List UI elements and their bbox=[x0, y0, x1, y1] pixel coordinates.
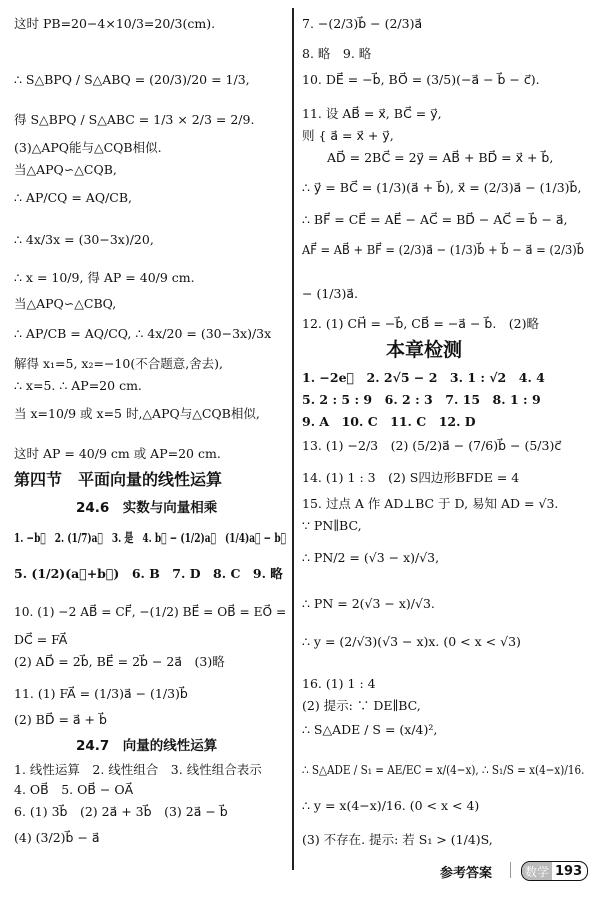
right-line: 7. −(2/3)b⃗ − (2/3)a⃗ bbox=[302, 16, 423, 31]
left-line: 当 x=10/9 或 x=5 时,△APQ与△CQB相似, bbox=[14, 406, 260, 421]
left-line: 24.6 实数与向量相乘 bbox=[76, 500, 218, 516]
right-line: (2) 提示: ∵ DE∥BC, bbox=[302, 698, 421, 713]
footer-label: 参考答案 bbox=[440, 866, 493, 881]
right-line: ∴ S△ADE / S = (x/4)², bbox=[302, 722, 438, 737]
left-line: 6. (1) 3b⃗ (2) 2a⃗ + 3b⃗ (3) 2a⃗ − b⃗ bbox=[14, 804, 228, 819]
left-line: ∴ 4x/3x = (30−3x)/20, bbox=[14, 232, 154, 247]
right-line: 本章检测 bbox=[386, 339, 463, 361]
right-line: ∴ BF⃗ = CE⃗ = AE⃗ − AC⃗ = BD⃗ − AC⃗ = b⃗ − a⃗, bbox=[302, 212, 568, 227]
right-line: 15. 过点 A 作 AD⊥BC 于 D, 易知 AD = √3. bbox=[302, 496, 559, 511]
right-line: (3) 不存在. 提示: 若 S₁ > (1/4)S, bbox=[302, 832, 493, 847]
left-line: 1. 线性运算 2. 线性组合 3. 线性组合表示 bbox=[14, 762, 262, 777]
left-line: 当△APQ∽△CQB, bbox=[14, 162, 117, 177]
right-line: 14. (1) 1 : 3 (2) S四边形BFDE = 4 bbox=[302, 470, 520, 485]
page-badge bbox=[521, 861, 588, 881]
left-line: 24.7 向量的线性运算 bbox=[76, 738, 218, 754]
left-line: ∴ S△BPQ / S△ABQ = (20/3)/20 = 1/3, bbox=[14, 72, 250, 87]
left-line: (2) AD⃗ = 2b⃗, BE⃗ = 2b⃗ − 2a⃗ (3)略 bbox=[14, 654, 225, 669]
left-line: DC⃗ = FA⃗ bbox=[14, 632, 68, 647]
page-number: 193 bbox=[555, 863, 583, 879]
right-line: 16. (1) 1 : 4 bbox=[302, 676, 376, 691]
right-line: 11. 设 AB⃗ = x⃗, BC⃗ = y⃗, bbox=[302, 106, 442, 121]
right-line: 12. (1) CH⃗ = −b⃗, CB⃗ = −a⃗ − b⃗. (2)略 bbox=[302, 316, 539, 331]
right-line: ∴ y = (2/√3)(√3 − x)x. (0 < x < √3) bbox=[302, 634, 521, 649]
left-line: ∴ x=5. ∴ AP=20 cm. bbox=[14, 378, 142, 393]
right-line: 13. (1) −2/3 (2) (5/2)a⃗ − (7/6)b⃗ − (5/3)c⃗ bbox=[302, 438, 562, 453]
left-line: 1. −b⃗ 2. (1/7)a⃗ 3. 是 4. b⃗ − (1/2)a⃗ (1/4)a⃗ − b⃗ bbox=[14, 530, 287, 545]
right-line: AF⃗ = AB⃗ + BF⃗ = (2/3)a⃗ − (1/3)b⃗ + b⃗ − a⃗ = (2/3)b⃗ bbox=[302, 242, 585, 257]
right-line: ∴ PN/2 = (√3 − x)/√3, bbox=[302, 550, 440, 565]
right-line: 5. 2 : 5 : 9 6. 2 : 3 7. 15 8. 1 : 9 bbox=[302, 392, 541, 407]
left-line: ∴ x = 10/9, 得 AP = 40/9 cm. bbox=[14, 270, 195, 285]
right-line: 1. −2e⃗ 2. 2√5 − 2 3. 1 : √2 4. 4 bbox=[302, 370, 545, 385]
left-line: ∴ AP/CB = AQ/CQ, ∴ 4x/20 = (30−3x)/3x bbox=[14, 326, 272, 341]
subject-tag: 数学 bbox=[522, 862, 552, 880]
left-line: 这时 AP = 40/9 cm 或 AP=20 cm. bbox=[14, 446, 221, 461]
left-line: 解得 x₁=5, x₂=−10(不合题意,舍去), bbox=[14, 356, 224, 371]
left-line: 这时 PB=20−4×10/3=20/3(cm). bbox=[14, 16, 216, 31]
left-line: ∴ AP/CQ = AQ/CB, bbox=[14, 190, 133, 205]
right-line: ∴ y⃗ = BC⃗ = (1/3)(a⃗ + b⃗), x⃗ = (2/3)a⃗ − (1/3)b⃗, bbox=[302, 180, 582, 195]
right-line: ∴ S△ADE / S₁ = AE/EC = x/(4−x), ∴ S₁/S = x(4−x)/16. bbox=[302, 762, 585, 777]
right-line: ∴ PN = 2(√3 − x)/√3. bbox=[302, 596, 435, 611]
right-line: ∵ PN∥BC, bbox=[302, 518, 362, 533]
right-line: 则 { a⃗ = x⃗ + y⃗, bbox=[302, 128, 394, 143]
left-line: 4. OB⃗ 5. OB⃗ − OA⃗ bbox=[14, 782, 134, 797]
column-divider bbox=[292, 8, 294, 870]
left-line: (4) (3/2)b⃗ − a⃗ bbox=[14, 830, 100, 845]
left-line: (3)△APQ能与△CQB相似. bbox=[14, 140, 162, 155]
left-line: 当△APQ∽△CBQ, bbox=[14, 296, 117, 311]
left-line: 得 S△BPQ / S△ABC = 1/3 × 2/3 = 2/9. bbox=[14, 112, 255, 127]
right-line: 10. DE⃗ = −b⃗, BO⃗ = (3/5)(−a⃗ − b⃗ − c⃗). bbox=[302, 72, 540, 87]
left-line: 11. (1) FA⃗ = (1/3)a⃗ − (1/3)b⃗ bbox=[14, 686, 188, 701]
left-line: 第四节 平面向量的线性运算 bbox=[14, 470, 223, 489]
right-line: − (1/3)a⃗. bbox=[302, 286, 358, 301]
right-line: 8. 略 9. 略 bbox=[302, 46, 372, 61]
left-line: (2) BD⃗ = a⃗ + b⃗ bbox=[14, 712, 107, 727]
right-line: 9. A 10. C 11. C 12. D bbox=[302, 414, 476, 429]
left-line: 5. (1/2)(a⃗+b⃗) 6. B 7. D 8. C 9. 略 bbox=[14, 566, 283, 581]
right-line: ∴ y = x(4−x)/16. (0 < x < 4) bbox=[302, 798, 480, 813]
left-line: 10. (1) −2 AB⃗ = CF⃗, −(1/2) BE⃗ = OB⃗ = EO⃗ = bbox=[14, 604, 287, 619]
footer-separator bbox=[510, 862, 511, 878]
right-line: AD⃗ = 2BC⃗ = 2y⃗ = AB⃗ + BD⃗ = x⃗ + b⃗, bbox=[302, 150, 554, 165]
